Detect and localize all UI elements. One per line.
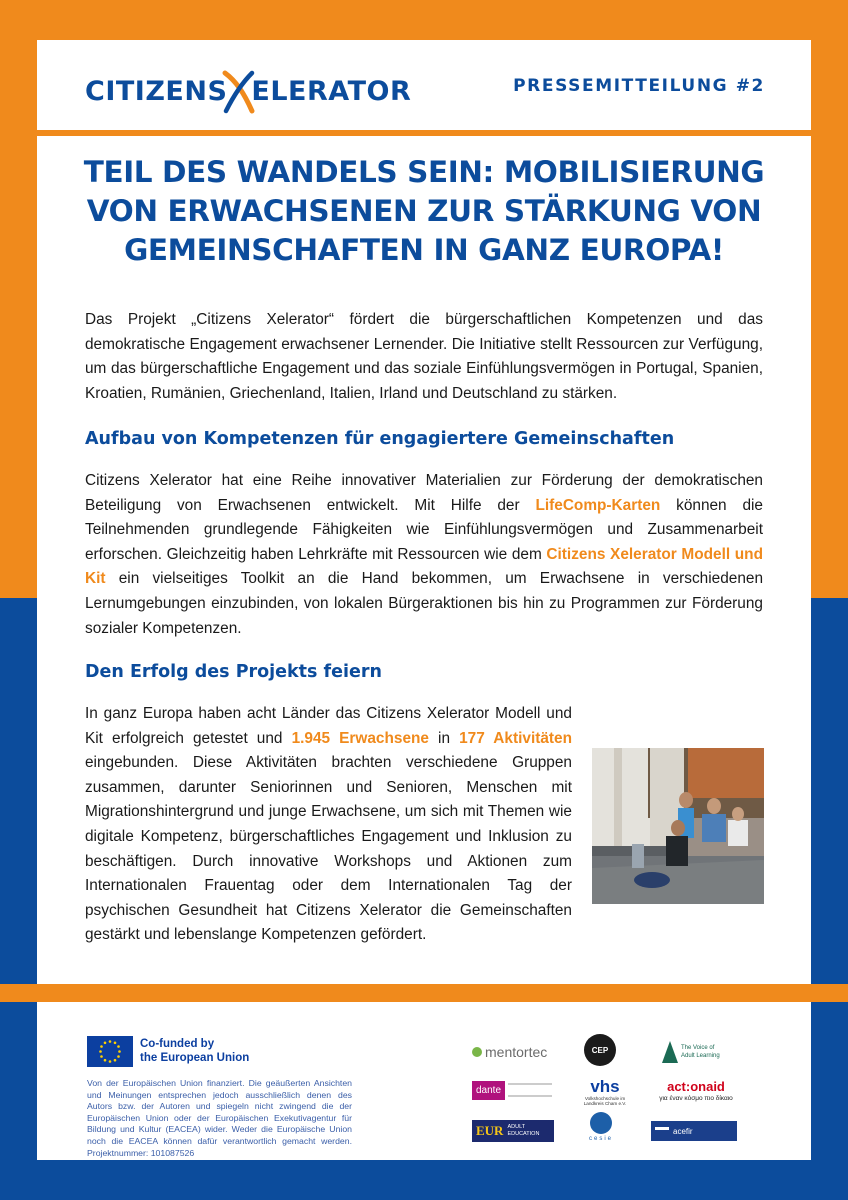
actionaid-name: act:onaid <box>667 1078 725 1094</box>
success-text-2: in <box>428 729 460 747</box>
eur-adult-education-logo <box>472 1120 554 1142</box>
logo-text-left: CITIZENS <box>85 75 228 107</box>
actionaid-tagline: για έναν κόσμο πιο δίκαιο <box>659 1094 733 1102</box>
dante-sub-icon <box>508 1083 552 1097</box>
cesie-logo <box>585 1108 617 1146</box>
eu-flag-icon <box>87 1036 133 1067</box>
logo-x-icon <box>228 71 250 111</box>
triangle-icon <box>662 1041 678 1063</box>
eu-cofunded-text <box>140 1037 249 1065</box>
eu-line-1: Co-funded by <box>140 1038 215 1050</box>
cep-logo <box>584 1034 616 1066</box>
citizens-xelerator-logo <box>85 66 411 116</box>
skills-paragraph <box>85 469 763 641</box>
vhs-logo <box>577 1075 633 1109</box>
eu-line-2: the European Union <box>140 1052 250 1064</box>
voice-line-1: The Voice of <box>681 1045 715 1051</box>
vhs-subtitle: Volkshochschule im Landkreis Cham e.V. <box>583 1095 627 1106</box>
acefir-arrow-icon <box>655 1127 669 1135</box>
footer-stripe <box>0 984 848 1002</box>
skills-text-2: können die Teilnehmenden grundlegende Fähigkeiten wie Einfühlungsvermögen und Zusammenarbeit erforschen. Gleichzeitig haben Lehrkräfte mit Ressourcen wie dem <box>85 496 763 563</box>
eur-education: EDUCATION <box>507 1131 540 1137</box>
cep-name: CEP <box>591 1045 609 1055</box>
eur-adult: ADULT <box>507 1124 526 1130</box>
dante-name: dante <box>472 1081 505 1100</box>
cesie-name: cesie <box>588 1136 613 1142</box>
intro-paragraph: Das Projekt „Citizens Xelerator“ fördert die bürgerschaftlichen Kompetenzen und das demokratische Engagement erwachsener Lernender. Die Initiative stellt Ressourcen zur Verfügung, um das bürgerschaftliche Engagement und das soziale Einfühlungsvermögen in Portugal, Spanien, Kroatien, Rumänien, Griechenland, Italien, Irland und Deutschland zu stärken. <box>85 311 763 402</box>
logo-text-right: ELERATOR <box>251 75 412 107</box>
success-text-1: In ganz Europa haben acht Länder das Citizens Xelerator Modell und Kit erfolgreich getestet und <box>85 705 572 747</box>
voice-adult-learning-logo <box>662 1038 732 1066</box>
vhs-name: vhs <box>590 1076 620 1096</box>
actionaid-logo <box>651 1076 741 1106</box>
voice-text <box>681 1044 720 1060</box>
acefir-logo <box>651 1121 737 1141</box>
eur-subtext <box>507 1124 539 1138</box>
eu-disclaimer: Von der Europäischen Union finanziert. Die geäußerten Ansichten und Meinungen entsprechen jedoch ausschließlich denen des Autors bzw. der Autoren und spiegeln nicht zwingend die der Europäischen Union oder der Europäischen Exekutivagentur für Bildung und Kultur (EACEA) wider. Weder die Europäische Union noch die EACEA können dafür verantwortlich gemacht werden. Projektnummer: 101087526 <box>87 1078 352 1158</box>
skills-text-3: ein vielseitiges Toolkit an die Hand bekommen, um Erwachsene in verschiedenen Lernumgebungen einzubinden, von lokalen Bürgeraktionen bis hin zu Programmen zur Förderung sozialer Kompetenzen. <box>85 570 763 637</box>
section-heading-success: Den Erfolg des Projekts feiern <box>85 662 382 682</box>
headline <box>77 153 771 270</box>
header-stripe <box>37 130 811 136</box>
footer-card <box>37 1002 811 1160</box>
activities-count-highlight: 177 Aktivitäten <box>459 729 572 747</box>
dante-logo <box>472 1079 554 1101</box>
adults-count-highlight: 1.945 Erwachsene <box>291 729 429 747</box>
page-card <box>37 40 811 984</box>
workshop-photo <box>592 748 764 904</box>
mentortec-dot-icon <box>472 1047 482 1057</box>
cesie-globe-icon <box>590 1112 612 1134</box>
headline-line-3: GEMEINSCHAFTEN IN GANZ EUROPA! <box>124 233 724 267</box>
mentortec-name: mentortec <box>485 1044 548 1060</box>
skills-text-1: Citizens Xelerator hat eine Reihe innovativer Materialien zur Förderung der demokratischen Beteiligung von Erwachsenen entwickelt. Mit Hilfe der <box>85 472 763 514</box>
headline-line-1: TEIL DES WANDELS SEIN: MOBILISIERUNG <box>83 155 765 189</box>
press-release-label: PRESSEMITTEILUNG #2 <box>513 76 765 96</box>
mentortec-logo <box>472 1042 564 1062</box>
section-heading-skills: Aufbau von Kompetenzen für engagiertere Gemeinschaften <box>85 429 675 449</box>
headline-line-2: VON ERWACHSENEN ZUR STÄRKUNG VON <box>86 194 762 228</box>
success-paragraph <box>85 702 572 948</box>
acefir-name: acefir <box>673 1126 693 1136</box>
voice-line-2: Adult Learning <box>681 1053 720 1059</box>
eur-name: EUR <box>476 1123 504 1138</box>
lifecomp-cards-highlight: LifeComp-Karten <box>535 496 661 514</box>
success-text-3: eingebunden. Diese Aktivitäten brachten verschiedene Gruppen zusammen, darunter Seniorinnen und Senioren, Menschen mit Migrationshintergrund und junge Erwachsene, um sich mit Themen wie digitale Kompetenz, bürgerschaftliches Engagement und Inklusion zu beschäftigen. Durch innovative Workshops und Aktionen zum Internationalen Frauentag oder dem Internationalen Tag der psychischen Gesundheit hat Citizens Xelerator die Gemeinschaften gestärkt und lebenslange Kompetenzen gefördert. <box>85 754 572 944</box>
model-kit-highlight: Citizens Xelerator Modell und Kit <box>85 545 763 588</box>
